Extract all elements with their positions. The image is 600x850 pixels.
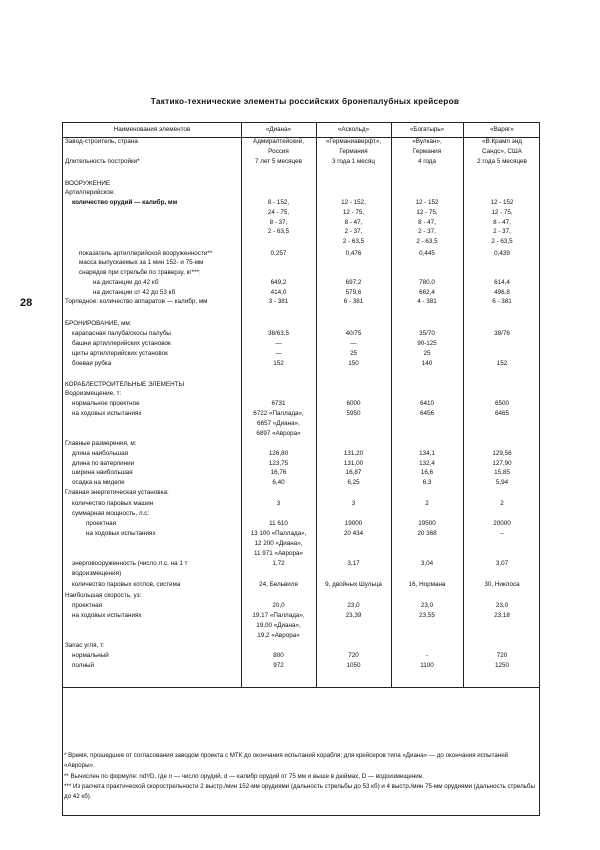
header-bogatyr: «Богатырь» bbox=[409, 126, 445, 133]
row-value: 16,76 bbox=[270, 469, 287, 476]
row-value: 6 - 381 bbox=[343, 298, 364, 305]
row-value: 6410 bbox=[419, 400, 434, 407]
row-label: карапасная палуба/скосы палубы bbox=[65, 330, 171, 337]
row-value: 23,0 bbox=[347, 602, 360, 609]
row-label: длина по ватерлинии bbox=[65, 460, 135, 467]
row-value: 131,00 bbox=[343, 460, 364, 467]
row-value: 140 bbox=[421, 360, 433, 367]
row-label: КОРАБЛЕСТРОИТЕЛЬНЫЕ ЭЛЕМЕНТЫ bbox=[65, 381, 185, 388]
page-number: 28 bbox=[20, 297, 33, 309]
row-value: 123,75 bbox=[268, 460, 289, 467]
row-label: длина наибольшая bbox=[65, 450, 128, 457]
row-value: 16, Нормана bbox=[408, 581, 446, 588]
row-value: 6,25 bbox=[347, 479, 360, 486]
row-label: Главные размерения, м: bbox=[65, 440, 137, 447]
row-value: 6 - 381 bbox=[492, 298, 512, 305]
row-value: 25 bbox=[423, 350, 431, 357]
row-value: 19,17 «Паллада», 19,00 «Диана», 19,2 «Аврора» bbox=[252, 612, 305, 639]
row-label: масса выпускаемых за 1 мин 152- и 75-мм снарядов при стрельбе по траверзу, кг***: bbox=[78, 259, 204, 276]
row-label: Водоизмещение, т: bbox=[65, 390, 122, 397]
row-value: 0,476 bbox=[345, 250, 362, 257]
row-value: - bbox=[425, 652, 429, 659]
row-label: боевая рубка bbox=[65, 360, 112, 367]
row-value: 3 bbox=[276, 500, 281, 507]
row-value: 1050 bbox=[346, 662, 361, 669]
row-value: 0,439 bbox=[494, 250, 510, 257]
footnote: *** Из расчета практической скорострельности 2 выстр./мин 152-мм орудиями (дальность стрельбы до 53 кб) и 4 выстр./мин 75-мм орудиями (дальность стрельбы до 42 кб). bbox=[64, 782, 535, 801]
row-value: «Вулкан», Германия bbox=[412, 138, 442, 155]
row-value: 2 bbox=[425, 500, 429, 507]
row-value: 649,2 bbox=[270, 279, 287, 286]
row-value: 1250 bbox=[494, 662, 509, 669]
row-value: 720 bbox=[348, 652, 359, 659]
row-value: 3,07 bbox=[495, 560, 509, 567]
row-label: осадка на миделе bbox=[65, 479, 125, 486]
row-label: на ходовых испытаниях bbox=[65, 530, 156, 537]
row-label: нормальное проектное bbox=[65, 400, 140, 407]
row-value: 9, двойных Шульца bbox=[325, 581, 382, 588]
header-elements: Наименования элементов bbox=[113, 126, 191, 133]
row-value: 20000 bbox=[493, 520, 511, 527]
row-value: 4 - 381 bbox=[417, 298, 437, 305]
row-value: 11 610 bbox=[269, 520, 288, 527]
row-value: 16,87 bbox=[345, 469, 362, 476]
row-value: 3,17 bbox=[347, 560, 360, 567]
row-label: проектная bbox=[65, 602, 103, 609]
row-value: 15,85 bbox=[494, 469, 510, 476]
row-value: 23,39 bbox=[345, 612, 362, 619]
header-askold: «Аскольд» bbox=[337, 126, 370, 133]
row-value: 131,20 bbox=[343, 450, 364, 457]
row-label: БРОНИРОВАНИЕ, мм: bbox=[65, 320, 132, 327]
row-value: 2 года 5 месяцев bbox=[477, 158, 527, 165]
row-value: 134,1 bbox=[419, 450, 435, 457]
row-label: на ходовых испытаниях bbox=[65, 410, 142, 417]
row-value: 6000 bbox=[346, 400, 361, 407]
row-value: 6731 bbox=[271, 400, 286, 407]
row-value: 800 bbox=[273, 652, 284, 659]
row-label: на ходовых испытаниях bbox=[65, 612, 142, 619]
row-value: 6722 «Паллада», 6657 «Диана», 6897 «Аврора» bbox=[253, 410, 304, 437]
row-value: 20 434 bbox=[343, 530, 364, 537]
row-value: 697,2 bbox=[345, 279, 362, 286]
row-value: 20,0 bbox=[272, 602, 285, 609]
row-value: 152 bbox=[273, 360, 284, 367]
row-value: 5,94 bbox=[495, 479, 509, 486]
row-value: 23,55 bbox=[419, 612, 435, 619]
row-value: 414,0 bbox=[270, 289, 287, 296]
row-value: 0,257 bbox=[270, 250, 287, 257]
row-label: Артиллерийское: bbox=[65, 189, 116, 196]
row-value: 25 bbox=[349, 350, 357, 357]
row-label: суммарная мощность, л.с: bbox=[65, 510, 150, 517]
row-value: 23,0 bbox=[495, 602, 509, 609]
row-value: 3 bbox=[351, 500, 356, 507]
row-label: Главная энергетическая установка: bbox=[65, 489, 169, 496]
row-value: 6500 bbox=[494, 400, 509, 407]
row-label: щиты артиллерийских установок bbox=[65, 350, 168, 357]
row-value: 4 года bbox=[418, 158, 436, 165]
row-label: Наибольшая скорость, уз: bbox=[65, 592, 142, 599]
row-label: Длительность постройки* bbox=[65, 158, 140, 165]
row-value: 19500 bbox=[418, 520, 436, 527]
row-value: — bbox=[350, 340, 357, 347]
row-label: нормальный bbox=[65, 652, 109, 659]
row-label: Завод-строитель, страна bbox=[65, 138, 138, 145]
row-value: 8 - 152, 24 - 75, 8 - 37, 2 - 63,5 bbox=[267, 199, 290, 236]
row-label: башни артиллерийских установок bbox=[65, 340, 171, 347]
notes-divider bbox=[63, 687, 539, 688]
row-value: 40/75 bbox=[345, 330, 362, 337]
row-value: — bbox=[275, 340, 282, 347]
row-value: 1,72 bbox=[272, 560, 285, 567]
row-label: энерговооруженность (число л.с. на 1 т водоизмещения) bbox=[71, 560, 188, 577]
row-value: 16,6 bbox=[420, 469, 434, 476]
row-label: Запас угля, т: bbox=[65, 642, 105, 649]
row-value: 38/63,5 bbox=[267, 330, 289, 337]
row-value: 1100 bbox=[420, 662, 434, 669]
row-value: 6,3 bbox=[422, 479, 432, 486]
row-value: 13 100 «Паллада», 12 200 «Диана», 11 971 «Аврора» bbox=[250, 530, 307, 557]
row-value: 2 bbox=[500, 500, 504, 507]
row-value: 126,80 bbox=[268, 450, 289, 457]
footnote: ** Вычислен по формуле: nd³/D, где n — число орудий, d — калибр орудий от 75 мм и выше в дюймах, D — водоизмещение. bbox=[64, 772, 424, 780]
row-value: 5950 bbox=[346, 410, 361, 417]
row-label: количество паровых котлов, система bbox=[65, 581, 181, 588]
row-value: 7 лет 5 месяцев bbox=[255, 158, 302, 165]
row-label: количество орудий — калибр, мм bbox=[65, 199, 178, 206]
row-value: 3 года 1 месяц bbox=[332, 158, 375, 165]
row-value: Адмиралтейский, Россия bbox=[253, 138, 304, 155]
row-value: 972 bbox=[273, 662, 284, 669]
row-value: 35/70 bbox=[419, 330, 435, 337]
row-value: «Германиаверфт», Германия bbox=[325, 138, 382, 155]
table-title: Тактико-технические элементы российских бронепалубных крейсеров bbox=[150, 97, 460, 106]
header-varyag: «Варяг» bbox=[490, 126, 514, 133]
row-value: 24, Бельвиля bbox=[259, 581, 298, 588]
row-label: на дистанции до 42 кб bbox=[65, 279, 159, 286]
row-value: 3,04 bbox=[420, 560, 434, 567]
row-label: на дистанции от 42 до 53 кб bbox=[65, 289, 176, 296]
row-value: 780,0 bbox=[419, 279, 435, 286]
row-value: 38/76 bbox=[494, 330, 510, 337]
footnote: * Время, прошедшее от согласования заводом проекта с МТК до окончания испытаний корабля; для крейсеров типа «Диана» — до окончания испытаний «Авроры». bbox=[64, 752, 509, 770]
row-value: 720 bbox=[496, 652, 508, 659]
row-value: 6,40 bbox=[272, 479, 285, 486]
row-value: 90-125 bbox=[417, 340, 437, 347]
footnotes bbox=[64, 751, 538, 802]
row-value: 6456 bbox=[419, 410, 434, 417]
row-value: 12 - 152 12 - 75, 8 - 47, 2 - 37, 2 - 63,5 bbox=[490, 199, 514, 246]
row-value: 127,90 bbox=[492, 460, 512, 467]
row-value: 662,4 bbox=[419, 289, 435, 296]
row-value: 12 - 152 12 - 75, 8 - 47, 2 - 37, 2 - 63,5 bbox=[415, 199, 439, 246]
row-value: 6465 bbox=[494, 410, 509, 417]
row-value: 30, Никлоса bbox=[484, 581, 520, 588]
row-value: «В.Крамп энд Сандс», США bbox=[482, 138, 522, 155]
row-label: ширина наибольшая bbox=[65, 469, 133, 476]
row-value: 132,4 bbox=[419, 460, 435, 467]
row-value: 20 368 bbox=[417, 530, 437, 537]
row-value: 0,445 bbox=[419, 250, 435, 257]
specs-table bbox=[62, 122, 540, 816]
row-value: — bbox=[275, 350, 282, 357]
row-value: 12 - 152, 12 - 75, 8 - 47, 2 - 37, 2 - 63,5 bbox=[341, 199, 366, 246]
row-label: ВООРУЖЕНИЕ bbox=[65, 180, 111, 187]
row-label: Торпедное: количество аппаратов — калибр, мм bbox=[65, 298, 208, 305]
row-value: 496,8 bbox=[494, 289, 510, 296]
row-value: 152 bbox=[496, 360, 508, 367]
row-label: количество паровых машин bbox=[65, 500, 154, 507]
row-value: 579,6 bbox=[345, 289, 362, 296]
row-value: 19000 bbox=[344, 520, 363, 527]
row-value: 3 - 381 bbox=[268, 298, 289, 305]
row-value: – bbox=[500, 530, 504, 537]
row-label: полный bbox=[65, 662, 94, 669]
row-label: проектная bbox=[65, 520, 117, 527]
row-value: 23,0 bbox=[420, 602, 434, 609]
row-value: 150 bbox=[348, 360, 359, 367]
row-label: показатель артиллерийской вооруженности** bbox=[65, 250, 213, 257]
row-value: 614,4 bbox=[494, 279, 510, 286]
row-value: 129,56 bbox=[492, 450, 512, 457]
header-diana: «Диана» bbox=[265, 126, 292, 133]
row-value: 23,18 bbox=[494, 612, 510, 619]
